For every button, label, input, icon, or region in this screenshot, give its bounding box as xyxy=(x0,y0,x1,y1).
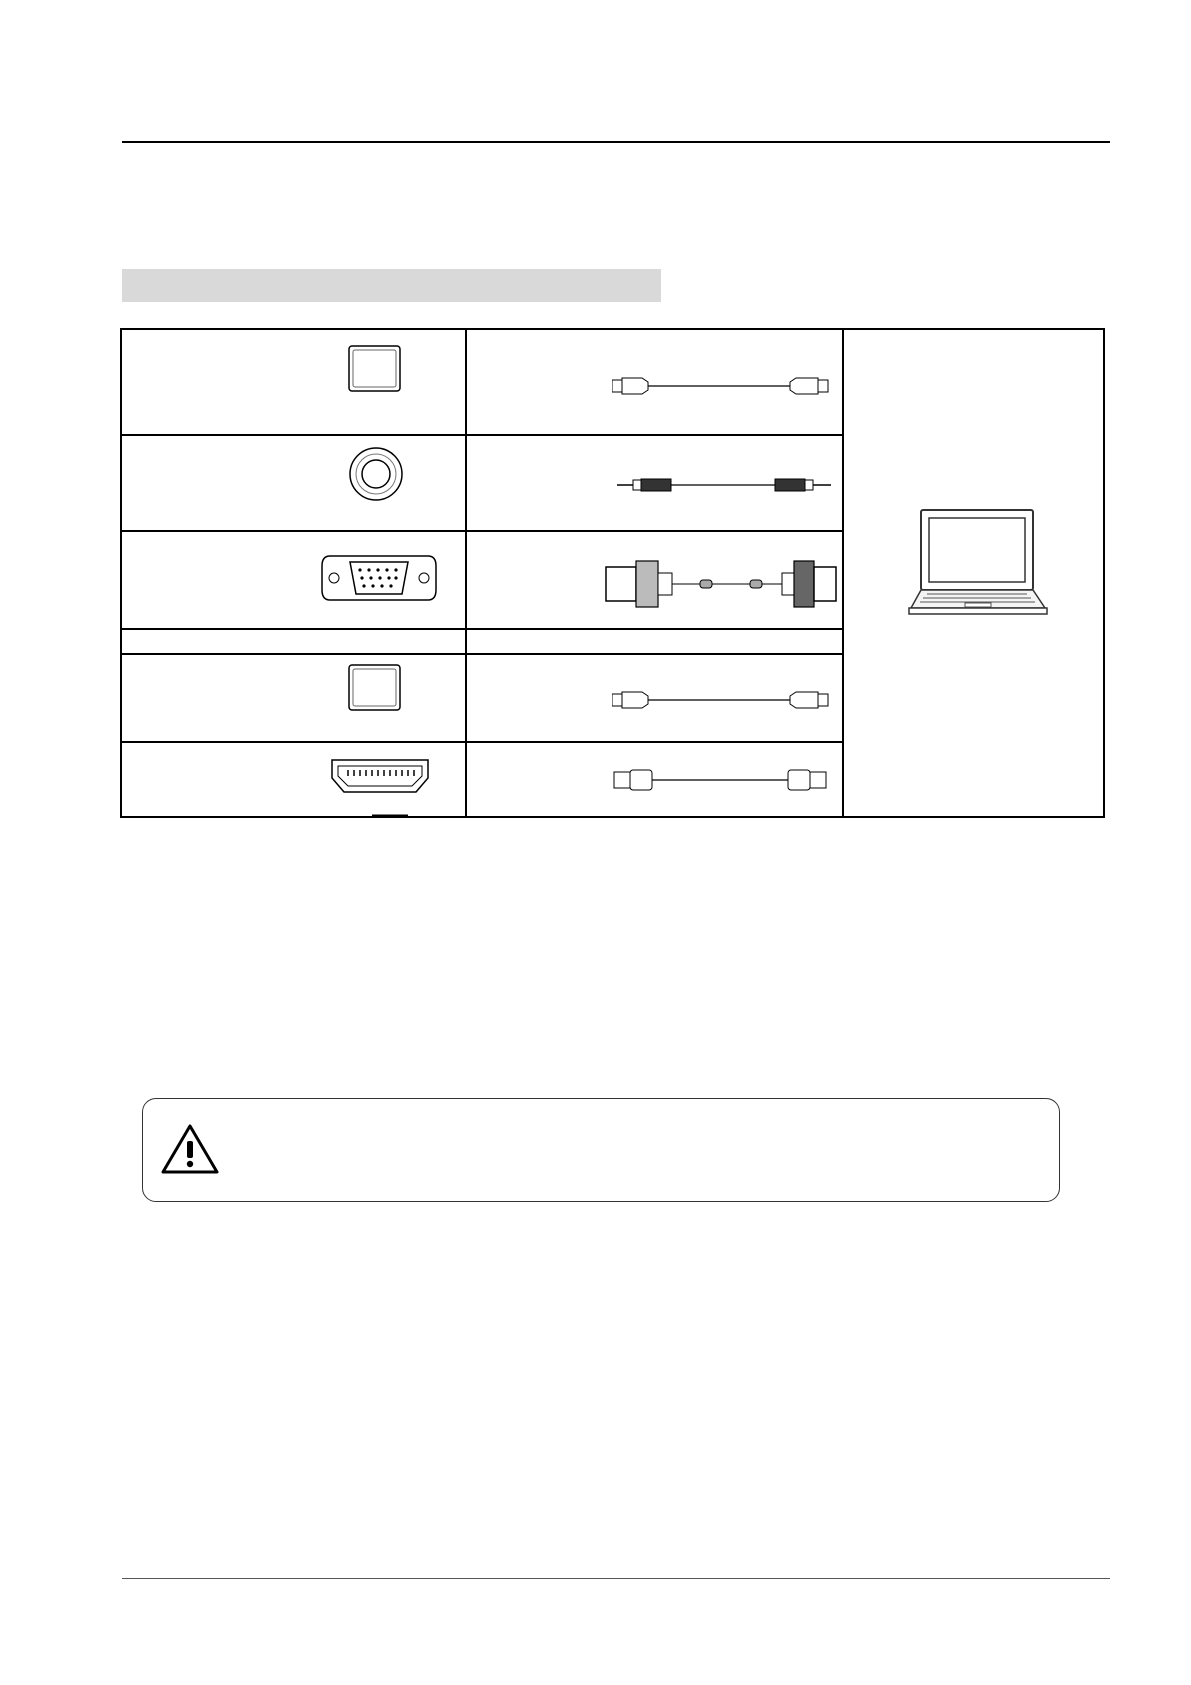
row-divider xyxy=(122,530,844,532)
mini-cable-icon xyxy=(612,372,832,400)
row-divider xyxy=(122,653,844,655)
mini-port-icon xyxy=(348,345,402,393)
footer-rule xyxy=(122,1578,1110,1579)
mini-port-icon xyxy=(348,664,402,712)
row-divider xyxy=(122,434,844,436)
warning-triangle-icon xyxy=(161,1123,219,1175)
connection-table xyxy=(120,328,1105,818)
section-title-bar xyxy=(122,269,661,302)
column-divider xyxy=(842,330,844,818)
row-divider xyxy=(122,741,844,743)
audio-cable-icon xyxy=(617,475,842,495)
mini-cable-icon xyxy=(612,686,832,714)
audio-jack-port-icon xyxy=(347,445,405,503)
vga-cable-icon xyxy=(604,555,840,613)
vga-port-icon xyxy=(320,550,438,606)
laptop-icon xyxy=(907,508,1049,628)
hdmi-cable-icon xyxy=(612,766,837,794)
row-divider xyxy=(122,628,844,630)
hdmi-port-icon xyxy=(330,754,430,818)
caution-box xyxy=(142,1098,1060,1202)
header-rule xyxy=(122,141,1110,143)
column-divider xyxy=(465,330,467,818)
